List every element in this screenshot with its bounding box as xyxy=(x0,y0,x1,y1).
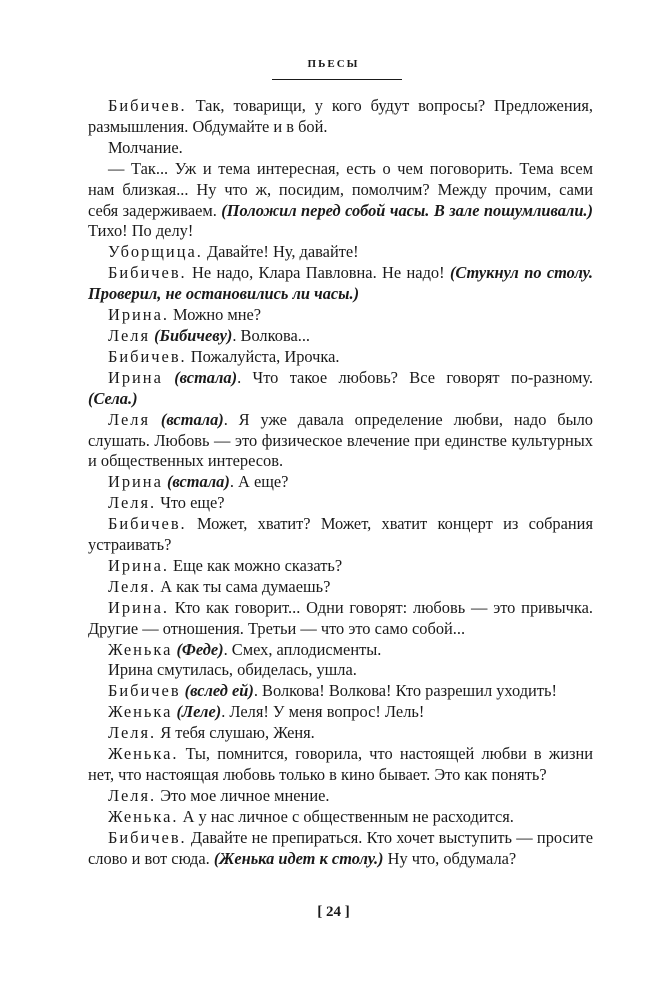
speaker: Ирина. xyxy=(108,305,169,325)
stage-direction: (Леле) xyxy=(172,702,222,722)
dialogue-line: Бибичев. Не надо, Клара Павловна. Не надо! (Стукнул по столу. Проверил, не остановились ли часы.) xyxy=(88,263,594,304)
speaker: Уборщица. xyxy=(108,242,203,262)
stage-direction: (встала) xyxy=(162,367,238,387)
dialogue-line: Леля. Что еще? xyxy=(108,493,225,513)
speaker: Леля xyxy=(108,325,150,345)
dialogue-line: Ирина. Можно мне? xyxy=(108,305,262,325)
speaker: Бибичев xyxy=(108,681,181,701)
dialogue-line: Бибичев. Может, хватит? Может, хватит концерт из собрания устраивать? xyxy=(88,514,593,555)
speaker: Бибичев. xyxy=(108,514,187,534)
dialogue-line: Леля (Бибичеву). Волкова... xyxy=(108,325,311,345)
stage-direction: (Стукнул по столу. Проверил, не остановились ли часы.) xyxy=(88,263,594,304)
speaker: Леля. xyxy=(108,723,157,743)
dialogue-line: Леля. Я тебя слушаю, Женя. xyxy=(108,723,315,743)
stage-direction: (встала) xyxy=(150,409,224,429)
speaker: Женька. xyxy=(108,806,179,826)
stage-direction: (встала) xyxy=(162,472,230,492)
stage-direction-line: Молчание. xyxy=(108,137,183,157)
page-body xyxy=(88,96,593,870)
speaker: Ирина. xyxy=(108,597,169,617)
stage-direction: (Положил перед собой часы. В зале пошумливали.) xyxy=(221,200,593,220)
speaker: Леля. xyxy=(108,785,157,805)
speaker: Женька. xyxy=(108,744,179,764)
dialogue-line: Леля (встала). Я уже давала определение любви, надо было слушать. Любовь — это физическое влечение при единстве культурных и общественных интересов. xyxy=(88,409,593,471)
stage-direction: (Села.) xyxy=(88,388,138,408)
stage-direction: (Женька идет к столу.) xyxy=(213,848,384,868)
dialogue-line: Бибичев. Давайте не препираться. Кто хочет выступить — просите слово и вот сюда. (Женька идет к столу.) Ну что, обдумала? xyxy=(88,827,593,868)
speaker: Ирина. xyxy=(108,555,169,575)
speaker: Бибичев. xyxy=(108,263,187,283)
speaker: Бибичев. xyxy=(108,827,187,847)
speaker: Леля xyxy=(108,409,150,429)
speaker: Ирина xyxy=(108,367,163,387)
dialogue-line: Ирина (встала). Что такое любовь? Все говорят по-разному. (Села.) xyxy=(88,367,593,408)
dialogue-line: — Так... Уж и тема интересная, есть о чем поговорить. Тема всем нам близкая... Ну что ж, посидим, помолчим? Между прочим, сами себя задерживаем. (Положил перед собой часы. В зале пошумливали.) Тихо! По делу! xyxy=(88,158,593,241)
dialogue-line: Бибичев (вслед ей). Волкова! Волкова! Кто разрешил уходить! xyxy=(108,681,557,701)
page-number: [ 24 ] xyxy=(317,904,350,920)
dialogue-line: Уборщица. Давайте! Ну, давайте! xyxy=(108,242,359,262)
dialogue-line: Бибичев. Пожалуйста, Ирочка. xyxy=(108,346,340,366)
stage-direction-line: Ирина смутилась, обиделась, ушла. xyxy=(108,660,357,680)
dialogue-line: Леля. Это мое личное мнение. xyxy=(108,785,330,805)
speaker: Бибичев. xyxy=(108,96,187,115)
speaker: Бибичев. xyxy=(108,346,187,366)
running-header: ПЬЕСЫ xyxy=(307,58,360,70)
dialogue-line: Женька. А у нас личное с общественным не расходится. xyxy=(108,806,514,826)
dialogue-line: Женька (Леле). Леля! У меня вопрос! Лель! xyxy=(108,702,425,722)
dialogue-line: Женька (Феде). Смех, аплодисменты. xyxy=(108,639,382,659)
stage-direction: (вслед ей) xyxy=(180,681,254,701)
dialogue-line: Леля. А как ты сама думаешь? xyxy=(108,576,331,596)
speaker: Леля. xyxy=(108,493,157,513)
dialogue-line: Ирина. Еще как можно сказать? xyxy=(108,555,343,575)
speaker: Ирина xyxy=(108,472,163,492)
dialogue-line: Бибичев. Так, товарищи, у кого будут вопросы? Предложения, размышления. Обдумайте и в бой. xyxy=(88,96,593,136)
dialogue-line: Женька. Ты, помнится, говорила, что настоящей любви в жизни нет, что настоящая любовь только в кино бывает. Это как понять? xyxy=(88,744,593,784)
header-rule xyxy=(272,79,402,80)
stage-direction: (Бибичеву) xyxy=(150,325,233,345)
dialogue-line: Ирина (встала). А еще? xyxy=(108,472,289,492)
speaker: Женька xyxy=(108,702,173,722)
stage-direction: (Феде) xyxy=(172,639,224,659)
dialogue-line: Ирина. Кто как говорит... Одни говорят: любовь — это привычка. Другие — отношения. Третьи — что это само собой... xyxy=(88,597,593,638)
speaker: Женька xyxy=(108,639,173,659)
speaker: Леля. xyxy=(108,576,157,596)
